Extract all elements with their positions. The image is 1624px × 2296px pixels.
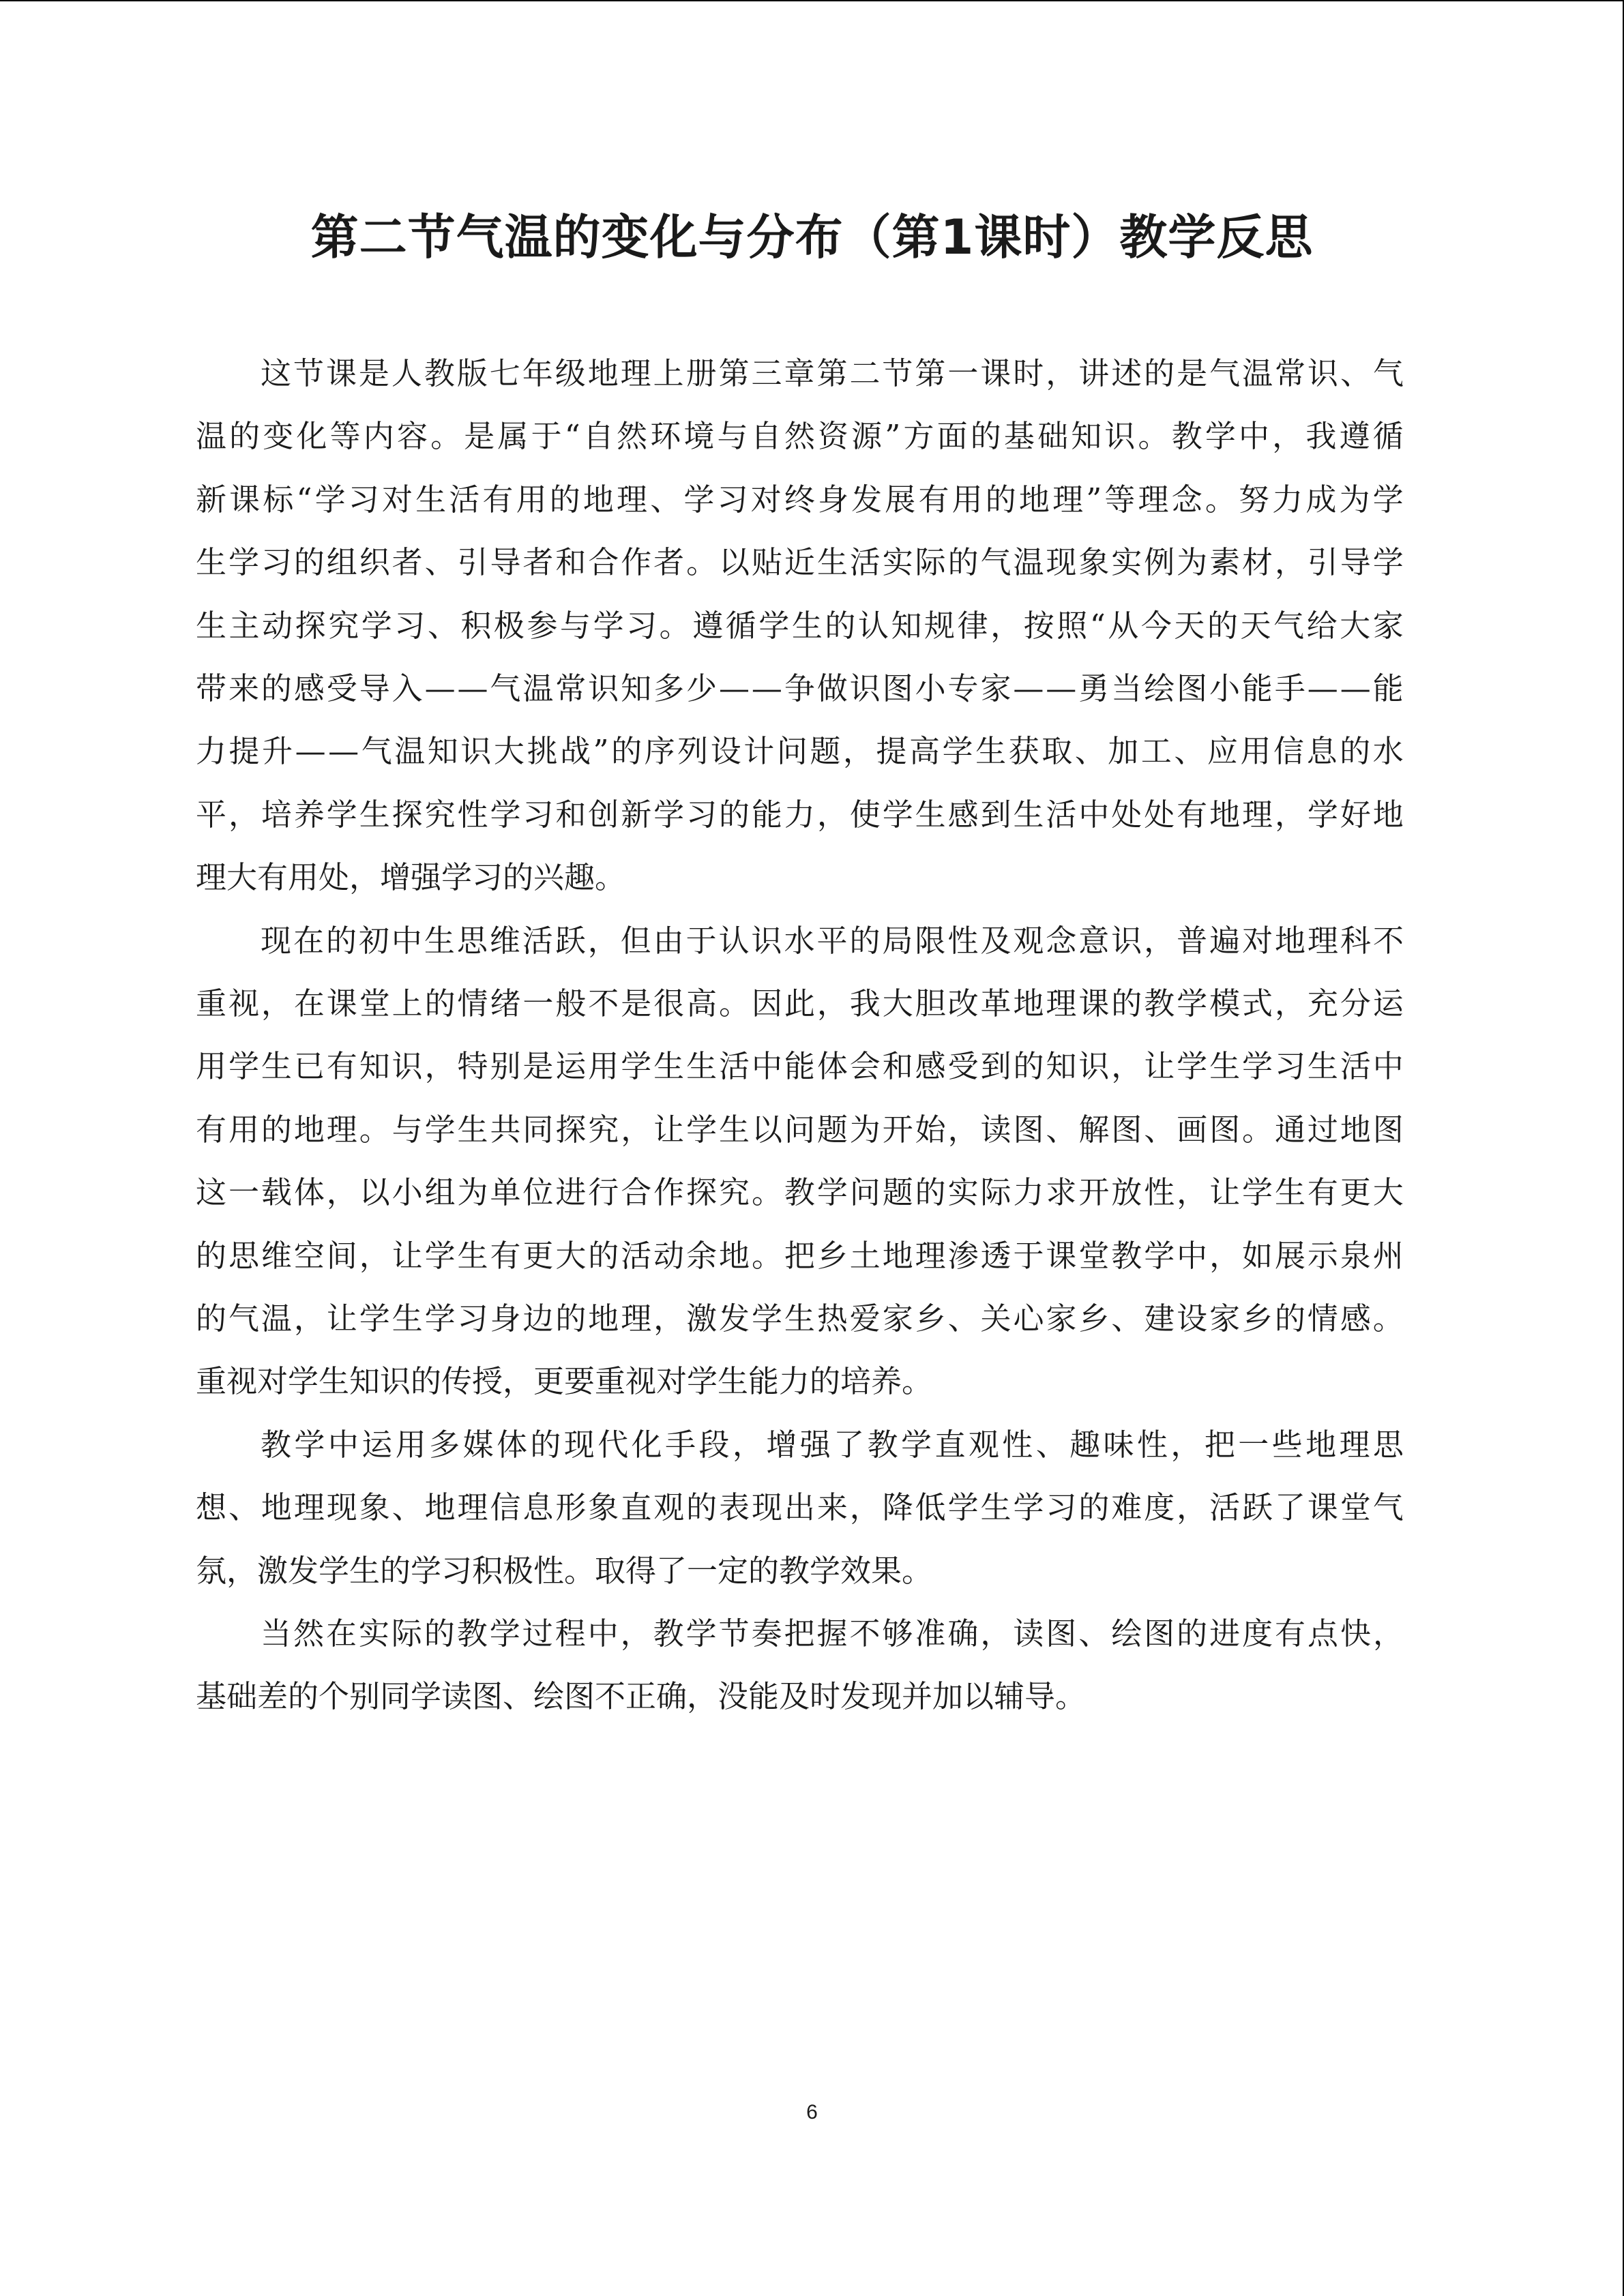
text-line: 重 视 ， 在 课 堂 上 的 情 绪 一 般 不 是 很 高 。 因 此 ， 我 大 胆 改 革 地 理 课 的 教 学 模 式 ， 充 分 运 — [196, 985, 1404, 1022]
page-number: 6 — [806, 2101, 818, 2123]
text-line: 氛，激发学生的学习积极性。取得了一定的教学效果。 — [196, 1553, 933, 1589]
text-line: 生 主 动 探 究 学 习 、 积 极 参 与 学 习 。 遵 循 学 生 的 认 知 规 律 ， 按 照 “ 从 今 天 的 天 气 给 大 家 — [196, 608, 1404, 644]
text-line: 温 的 变 化 等 内 容 。 是 属 于 “ 自 然 环 境 与 自 然 资 源 ” 方 面 的 基 础 知 识 。 教 学 中 ， 我 遵 循 — [196, 418, 1404, 454]
text-line: 平 ， 培 养 学 生 探 究 性 学 习 和 创 新 学 习 的 能 力 ， 使 学 生 感 到 生 活 中 处 处 有 地 理 ， 学 好 地 — [196, 796, 1404, 833]
text-line: 有 用 的 地 理 。 与 学 生 共 同 探 究 ， 让 学 生 以 问 题 为 开 始 ， 读 图 、 解 图 、 画 图 。 通 过 地 图 — [196, 1112, 1404, 1148]
text-line: 重视对学生知识的传授，更要重视对学生能力的培养。 — [196, 1363, 933, 1399]
text-line: 当 然 在 实 际 的 教 学 过 程 中 ， 教 学 节 奏 把 握 不 够 准 确 ， 读 图 、 绘 图 的 进 度 有 点 快 ， — [261, 1615, 1404, 1652]
text-line: 的 思 维 空 间 ， 让 学 生 有 更 大 的 活 动 余 地 。 把 乡 土 地 理 渗 透 于 课 堂 教 学 中 ， 如 展 示 泉 州 — [196, 1238, 1404, 1274]
text-line: 基础差的个别同学读图、绘图不正确，没能及时发现并加以辅导。 — [196, 1678, 1087, 1714]
text-line: 生 学 习 的 组 织 者 、 引 导 者 和 合 作 者 。 以 贴 近 生 活 实 际 的 气 温 现 象 实 例 为 素 材 ， 引 导 学 — [196, 544, 1404, 580]
text-line: 理大有用处，增强学习的兴趣。 — [196, 859, 626, 895]
text-line: 用 学 生 已 有 知 识 ， 特 别 是 运 用 学 生 生 活 中 能 体 会 和 感 受 到 的 知 识 ， 让 学 生 学 习 生 活 中 — [196, 1048, 1404, 1084]
text-line: 新 课 标 “ 学 习 对 生 活 有 用 的 地 理 、 学 习 对 终 身 发 展 有 用 的 地 理 ” 等 理 念 。 努 力 成 为 学 — [196, 481, 1404, 518]
text-line: 教 学 中 运 用 多 媒 体 的 现 代 化 手 段 ， 增 强 了 教 学 直 观 性 、 趣 味 性 ， 把 一 些 地 理 思 — [261, 1427, 1404, 1463]
text-line: 这 一 载 体 ， 以 小 组 为 单 位 进 行 合 作 探 究 。 教 学 问 题 的 实 际 力 求 开 放 性 ， 让 学 生 有 更 大 — [196, 1174, 1404, 1210]
text-line: 现 在 的 初 中 生 思 维 活 跃 ， 但 由 于 认 识 水 平 的 局 限 性 及 观 念 意 识 ， 普 遍 对 地 理 科 不 — [261, 923, 1404, 959]
text-line: 的 气 温 ， 让 学 生 学 习 身 边 的 地 理 ， 激 发 学 生 热 爱 家 乡 、 关 心 家 乡 、 建 设 家 乡 的 情 感 。 — [196, 1300, 1404, 1337]
text-line: 带 来 的 感 受 导 入 — — 气 温 常 识 知 多 少 — — 争 做 识 图 小 专 家 — — 勇 当 绘 图 小 能 手 — — 能 — [196, 670, 1404, 706]
text-line: 力 提 升 — — 气 温 知 识 大 挑 战 ” 的 序 列 设 计 问 题 ， 提 高 学 生 获 取 、 加 工 、 应 用 信 息 的 水 — [196, 733, 1404, 769]
text-line: 想 、 地 理 现 象 、 地 理 信 息 形 象 直 观 的 表 现 出 来 ， 降 低 学 生 学 习 的 难 度 ， 活 跃 了 课 堂 气 — [196, 1489, 1404, 1525]
text-line: 这 节 课 是 人 教 版 七 年 级 地 理 上 册 第 三 章 第 二 节 第 一 课 时 ， 讲 述 的 是 气 温 常 识 、 气 — [261, 355, 1404, 391]
document-title: 第二节气温的变化与分布（第1课时）教学反思 — [310, 209, 1314, 265]
